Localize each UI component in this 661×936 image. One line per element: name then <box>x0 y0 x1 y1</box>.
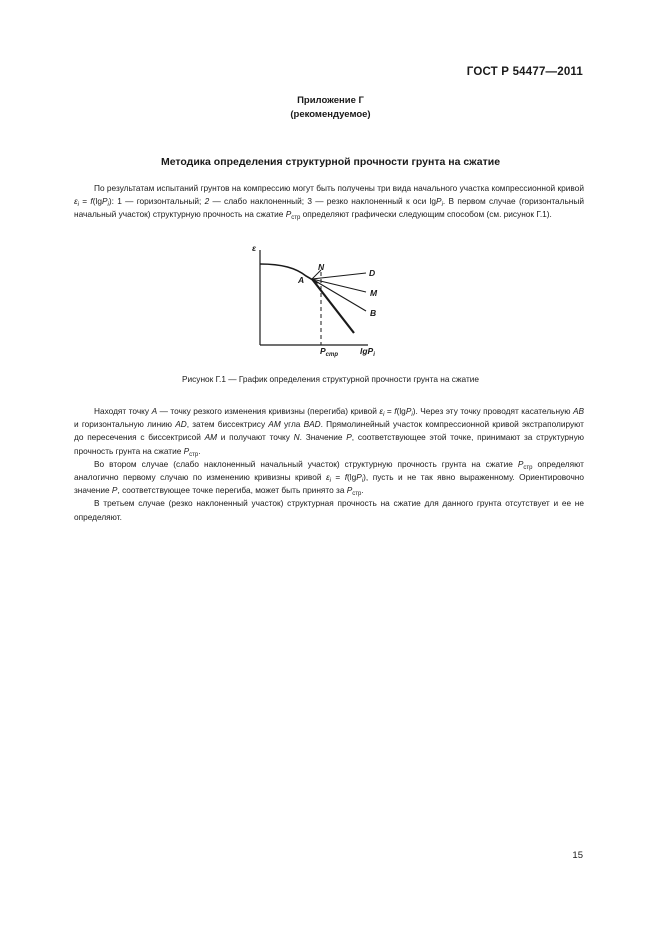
compression-curve <box>260 264 318 283</box>
y-axis-label: ε <box>252 243 257 253</box>
point-b-label: B <box>370 308 377 318</box>
page-number: 15 <box>572 850 583 861</box>
paragraph-third-case: В третьем случае (резко наклоненный участок) структурная прочность на сжатие для данного грунта отсутствует и ее не определяют. <box>74 498 584 522</box>
horizontal-ad <box>312 273 366 279</box>
x-axis-label: lgP$_i$ <box>360 346 375 358</box>
annex-label: Приложение Г <box>297 95 364 106</box>
point-a-label: A <box>298 275 305 285</box>
point-d-label: D <box>369 268 376 278</box>
method-paragraphs <box>74 405 584 524</box>
annex-status: (рекомендуемое) <box>290 109 371 120</box>
pstr-label: $P_{стр}$ <box>320 346 339 358</box>
intro-paragraph: По результатам испытаний грунтов на компрессию могут быть получены три вида начального участка компрессионной кривой $\varepsilon_i = f(\lg P_i)$: 1 — горизонтальный; 2 — слабо наклоненный; 3 — резко наклоненный к оси lgP$_i$. В первом случае (горизонтальный начальный участок) структурную прочность на сжатие $P_{стр}$ определяют графически следующим способом (см. рисунок Г.1). <box>74 183 584 222</box>
document-code: ГОСТ Р 54477—2011 <box>466 66 583 78</box>
figure-caption: Рисунок Г.1 — График определения структурной прочности грунта на сжатие <box>181 374 480 384</box>
point-m-label: M <box>370 288 378 298</box>
paragraph-second-case: Во втором случае (слабо наклоненный начальный участок) структурную прочность грунта на сжатие $P_{стр}$ определяют аналогично первому случаю по изменению кривизны кривой $\varepsilon_i = f(\lg P_i)$, пусть и не так явно выраженному. Ориентировочно значение P, соответствующее точке перегиба, может быть принято за $P_{стр}$. <box>74 458 585 498</box>
section-title: Методика определения структурной прочности грунта на сжатие <box>160 156 501 168</box>
tangent-ab <box>312 279 366 311</box>
point-n-label: N <box>318 262 325 272</box>
paragraph-first-case: Находят точку A — точку резкого изменения кривизны (перегиба) кривой $\varepsilon_i = f(\lg P_i)$. Через эту точку проводят касательную AB и горизонтальную линию AD, затем биссектрису AM угла BAD. Прямолинейный участок компрессионной кривой экстраполируют до пересечения с биссектрисой AM и получают точку N. Значение P, соответствующее этой точке, принимают за структурную прочность грунта на сжатие $P_{стр}$. <box>74 406 585 458</box>
